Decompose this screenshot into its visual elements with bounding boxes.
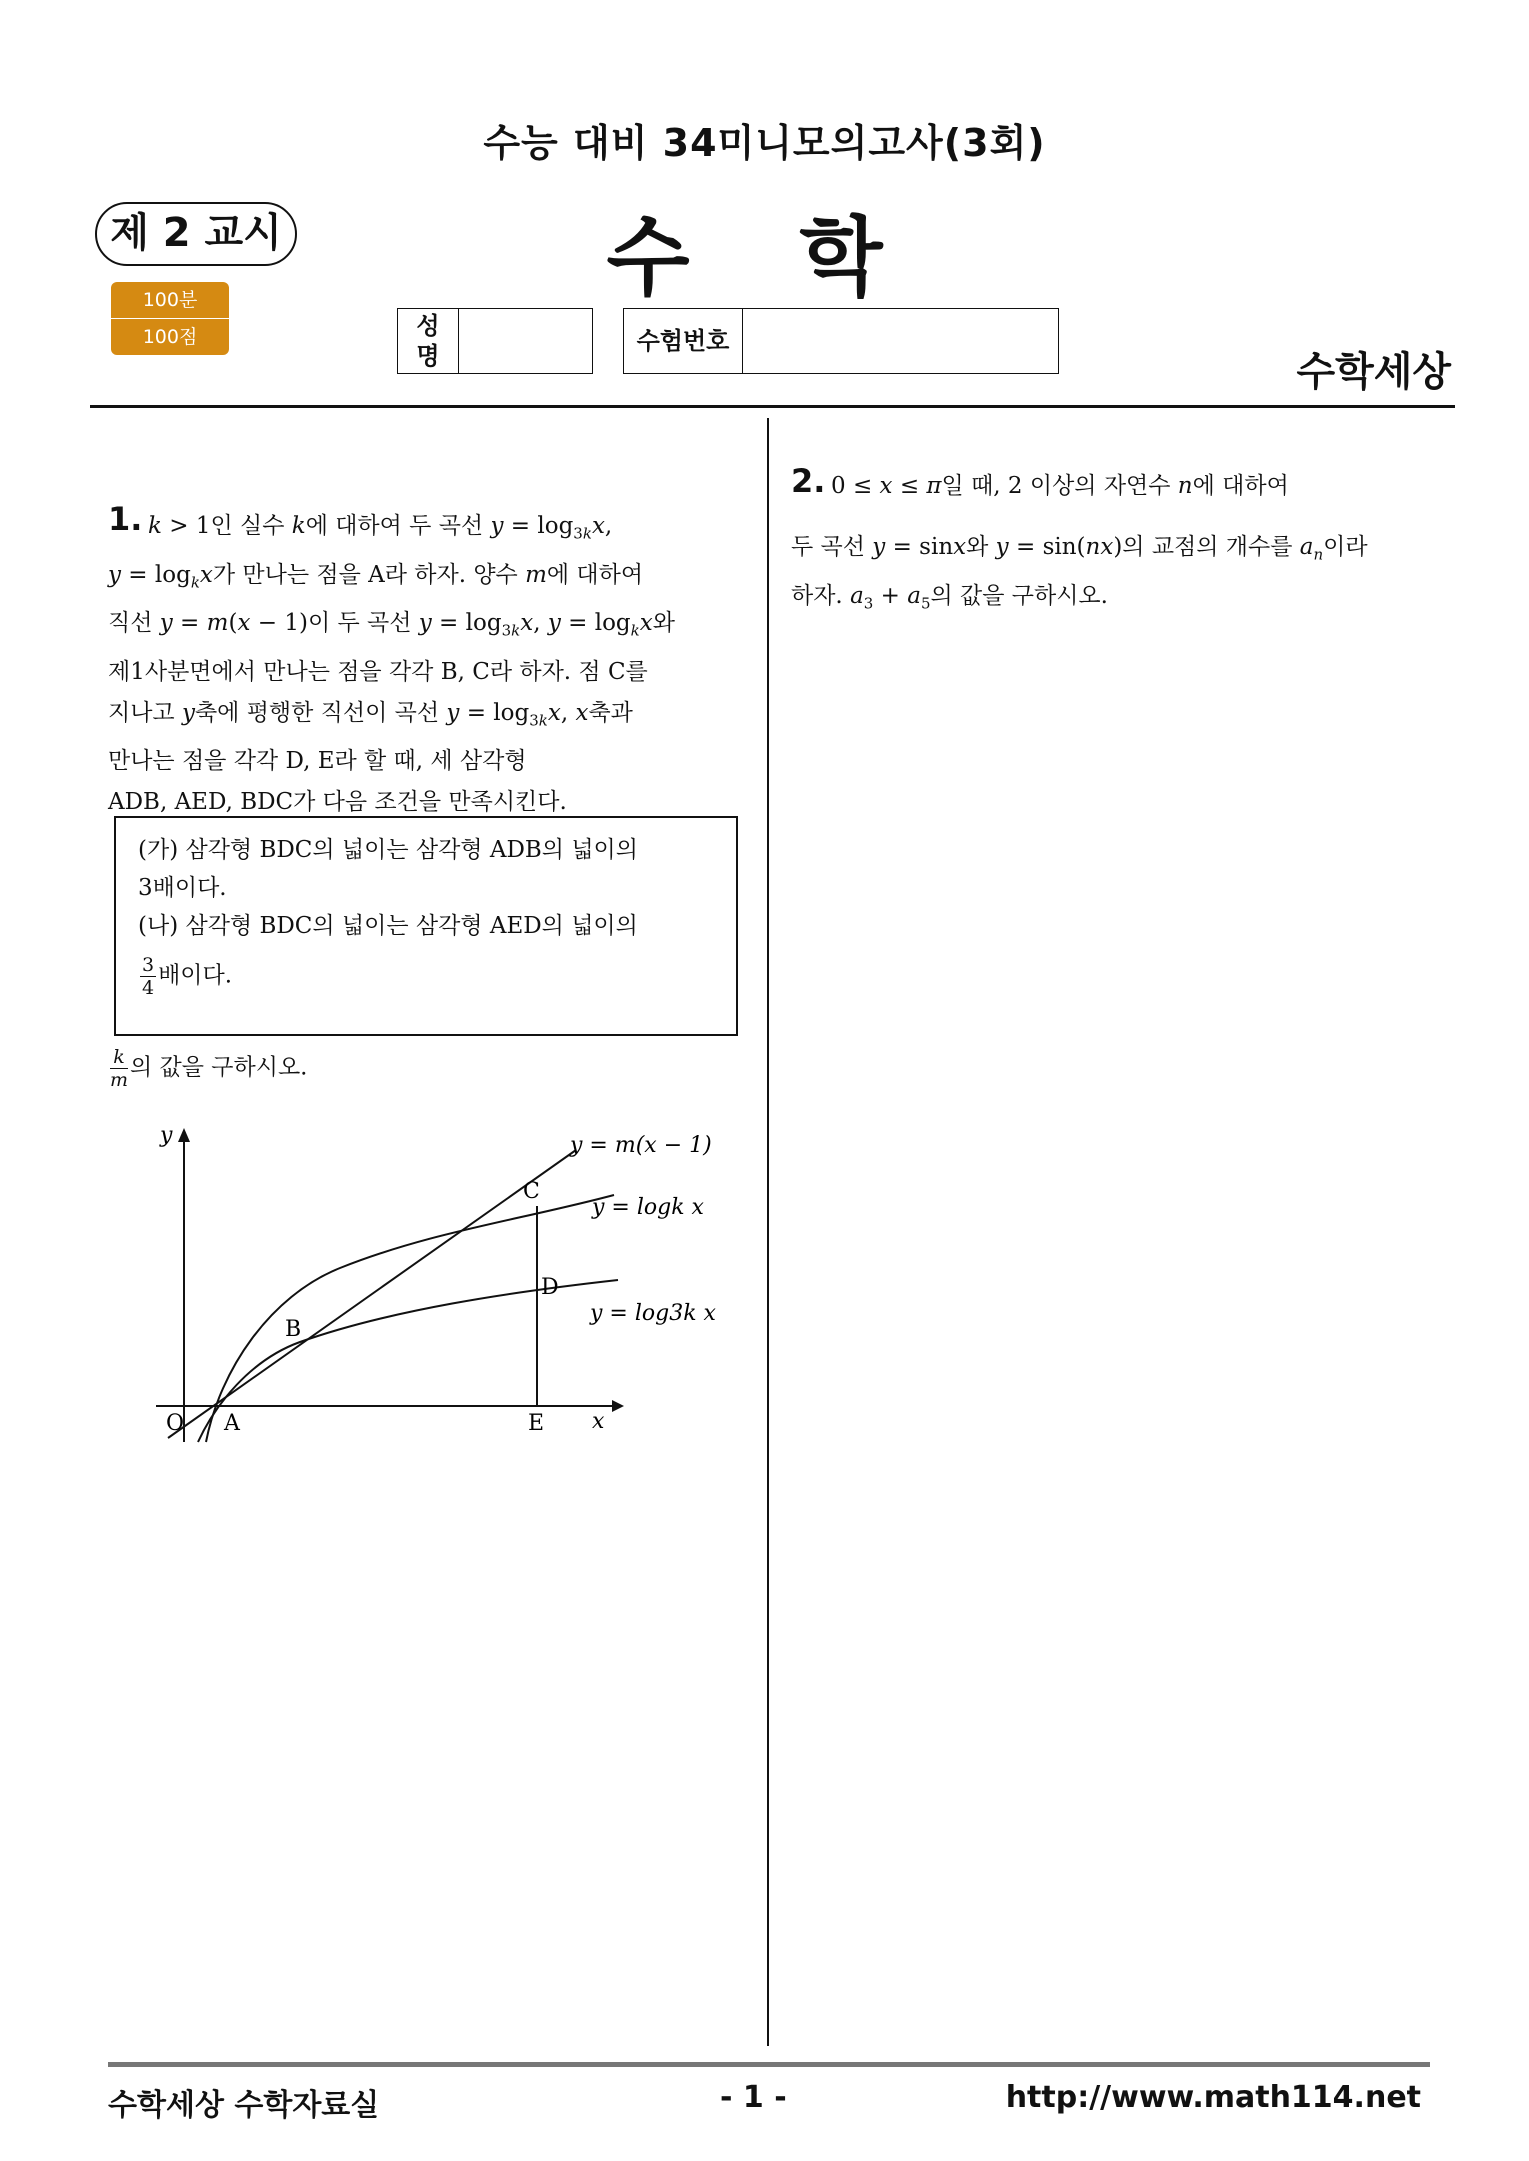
label-x-axis: x (592, 1409, 605, 1434)
label-y-axis: y (160, 1123, 173, 1148)
footer-url[interactable]: http://www.math114.net (1005, 2080, 1421, 2115)
condition-box (114, 816, 738, 1036)
footer-source: 수학세상 수학자료실 (108, 2088, 380, 2123)
exam-number-label: 수험번호 (624, 309, 743, 373)
label-point-e: E (528, 1411, 545, 1436)
footer-divider (108, 2062, 1430, 2067)
label-point-b: B (285, 1317, 302, 1342)
q2-line-2: 두 곡선 y = sinx와 y = sin(nx)의 교점의 개수를 $a_n$이라 (791, 534, 1368, 564)
q1-line-3: 직선 y = m(x − 1)이 두 곡선 $y = \log_{3k}x$, $y = \log_kx$와 (108, 610, 675, 640)
time-badge: 100분 (111, 282, 229, 318)
q1-line-4: 제1사분면에서 만나는 점을 각각 B, C라 하자. 점 C를 (108, 658, 648, 685)
score-badge: 100점 (111, 319, 229, 355)
x-axis-arrow (612, 1400, 624, 1412)
q2-number: 2. (791, 462, 826, 500)
label-curve-log-k: y = logk x (592, 1195, 704, 1220)
q1-graph (140, 1120, 730, 1450)
brand-logo-text: 수학세상 (1296, 349, 1451, 395)
curve-log-k (206, 1195, 614, 1442)
condition-a-1: (가) 삼각형 BDC의 넓이는 삼각형 ADB의 넓이의 (138, 837, 638, 863)
label-point-c: C (523, 1179, 540, 1204)
q1-line-5: 지나고 y축에 평행한 직선이 곡선 $y = \log_{3k}x$, x축과 (108, 699, 633, 730)
y-axis-arrow (178, 1128, 190, 1142)
q1-line-7: ADB, AED, BDC가 다음 조건을 만족시킨다. (108, 789, 567, 816)
period-badge: 제 2 교시 (95, 202, 297, 266)
label-point-d: D (541, 1275, 559, 1300)
q1-ask: $\frac{k}{m}$ 의 값을 구하시오. (110, 1046, 308, 1091)
label-line: y = m(x − 1) (570, 1133, 712, 1158)
fraction-three-quarters: $\frac{3}{4}$ (142, 954, 155, 999)
curve-log-3k (198, 1280, 618, 1442)
q2-line-1: 0 ≤ x ≤ π일 때, 2 이상의 자연수 n에 대하여 (831, 473, 1289, 499)
condition-b-1: (나) 삼각형 BDC의 넓이는 삼각형 AED의 넓이의 (138, 913, 638, 939)
q1-text (108, 506, 748, 823)
exam-number-field[interactable] (623, 308, 1059, 374)
q1-line-6: 만나는 점을 각각 D, E라 할 때, 세 삼각형 (108, 748, 527, 775)
exam-title: 수능 대비 34미니모의고사(3회) (483, 121, 1046, 165)
header-divider (90, 405, 1455, 408)
q2-text (791, 466, 1431, 624)
q1-line-1: k > 1인 실수 k에 대하여 두 곡선 $y = \log_{3k}x$, (148, 513, 613, 543)
label-point-a: A (224, 1411, 240, 1436)
fraction-k-over-m: $\frac{k}{m}$ (110, 1046, 129, 1091)
column-divider (767, 418, 769, 2046)
label-curve-log-3k: y = log3k x (590, 1301, 716, 1326)
q2-line-3: 하자. $a_3 + a_5$의 값을 구하시오. (791, 582, 1108, 613)
condition-a-2: 3배이다. (138, 875, 227, 901)
q1-line-2: $y = \log_kx$가 만나는 점을 A라 하자. 양수 m에 대하여 (108, 561, 644, 592)
name-label-1: 성 (416, 312, 440, 340)
condition-b-2: $\frac{3}{4}$ 배이다. (142, 954, 233, 999)
subject-title: 수 학 (606, 208, 923, 308)
label-origin: O (166, 1411, 185, 1436)
name-field[interactable] (397, 308, 593, 374)
name-label-2: 명 (416, 342, 440, 370)
q1-number: 1. (108, 500, 143, 538)
footer-page-number: - 1 - (720, 2080, 787, 2115)
name-label (398, 309, 459, 373)
